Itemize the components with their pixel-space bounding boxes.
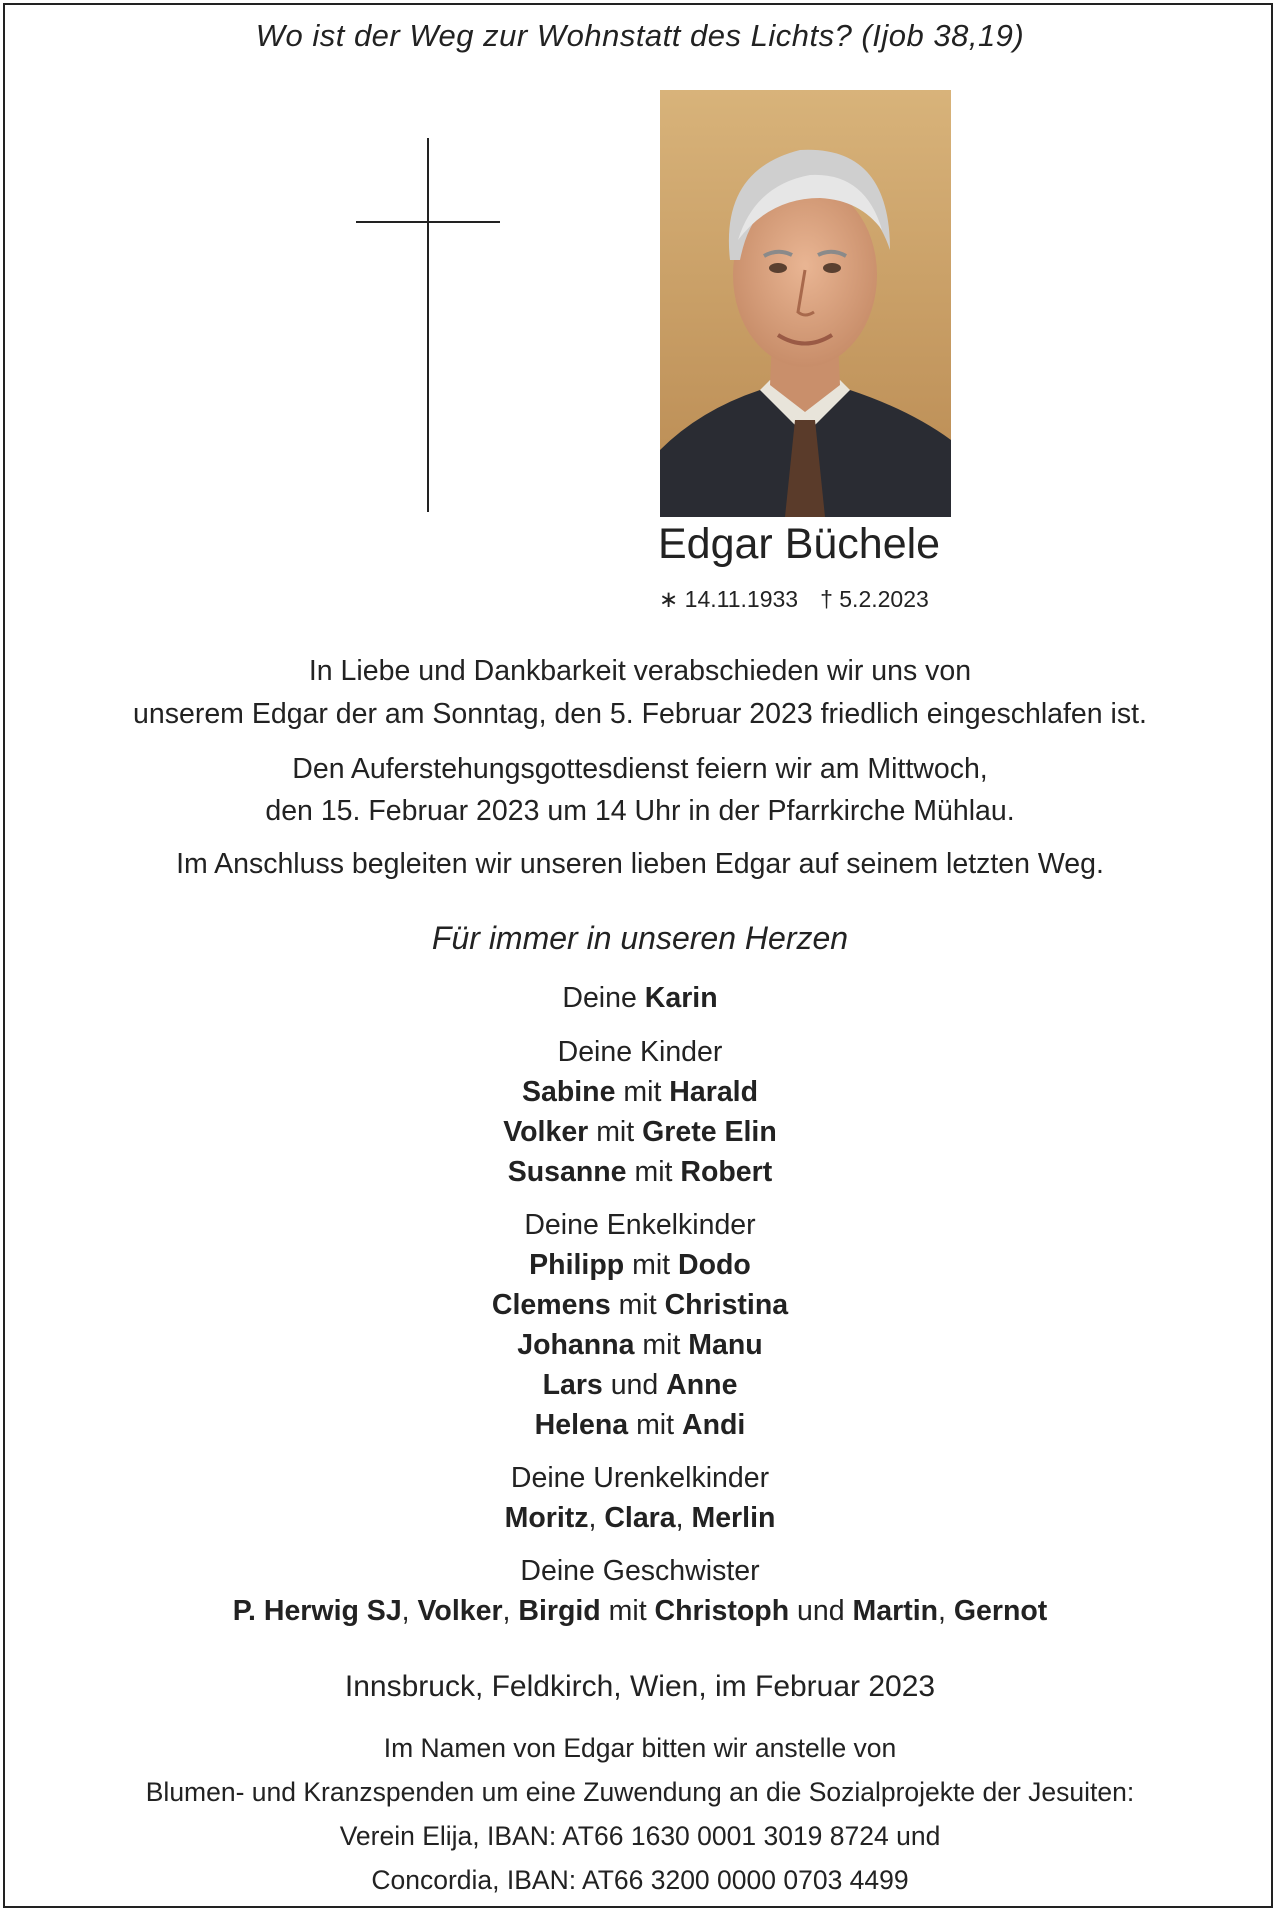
grandchild-line xyxy=(0,1325,1280,1365)
grandchild-line xyxy=(0,1365,1280,1405)
death-date: 5.2.2023 xyxy=(839,586,929,612)
wife-line xyxy=(0,978,1280,1018)
sibling-name: Christoph xyxy=(654,1595,790,1627)
announcement-line-5: Im Anschluss begleiten wir unseren lieben Edgar auf seinem letzten Weg. xyxy=(176,848,1104,880)
birth-date: 14.11.1933 xyxy=(684,586,799,612)
donation-line-1: Im Namen von Edgar bitten wir anstelle von xyxy=(383,1733,897,1763)
announcement-line-1: In Liebe und Dankbarkeit verabschieden wir uns von xyxy=(308,655,972,687)
announcement-line-2: unserem Edgar der am Sonntag, den 5. Februar 2023 friedlich eingeschlafen ist. xyxy=(133,698,1147,730)
partner-name: Dodo xyxy=(678,1249,751,1281)
child-name: Susanne xyxy=(507,1156,627,1188)
siblings-line: P. Herwig SJ, Volker, Birgid mit Christoph und Martin, Gernot xyxy=(232,1595,1048,1627)
portrait-photo xyxy=(660,90,951,517)
great-grandchild-name: Clara xyxy=(604,1502,676,1534)
conjunction: und xyxy=(610,1369,659,1401)
grandchild-name: Johanna xyxy=(517,1329,635,1361)
siblings-heading: Deine Geschwister xyxy=(520,1555,760,1587)
children-heading: Deine Kinder xyxy=(557,1036,723,1068)
conjunction: mit xyxy=(634,1156,673,1188)
sibling-name: Martin xyxy=(852,1595,939,1627)
sibling-name: Birgid xyxy=(518,1595,601,1627)
cross-icon xyxy=(427,138,429,512)
partner-name: Grete Elin xyxy=(642,1116,777,1148)
child-name: Sabine xyxy=(522,1076,616,1108)
bible-quote: Wo ist der Weg zur Wohnstatt des Lichts? (Ijob 38,19) xyxy=(255,18,1025,53)
partner-name: Robert xyxy=(680,1156,773,1188)
conjunction: mit xyxy=(642,1329,681,1361)
great-grandchild-name: Moritz xyxy=(504,1502,589,1534)
grandchild-line xyxy=(0,1285,1280,1325)
grandchild-line xyxy=(0,1405,1280,1445)
life-dates xyxy=(659,586,929,613)
announcement-line-4: den 15. Februar 2023 um 14 Uhr in der Pfarrkirche Mühlau. xyxy=(265,795,1015,827)
partner-name: Andi xyxy=(681,1409,746,1441)
grandchild-name: Helena xyxy=(534,1409,629,1441)
death-symbol: † xyxy=(820,586,833,612)
child-line xyxy=(0,1072,1280,1112)
sibling-name: Gernot xyxy=(953,1595,1048,1627)
cross-icon-bar xyxy=(356,221,500,223)
great-grandchild-name: Merlin xyxy=(691,1502,776,1534)
child-name: Volker xyxy=(503,1116,589,1148)
deceased-name: Edgar Büchele xyxy=(658,520,941,568)
conjunction: mit xyxy=(618,1289,657,1321)
grandchild-name: Philipp xyxy=(529,1249,625,1281)
grandchild-line xyxy=(0,1245,1280,1285)
sibling-name: P. Herwig SJ xyxy=(232,1595,402,1627)
grandchildren-heading: Deine Enkelkinder xyxy=(524,1209,756,1241)
donation-line-2: Blumen- und Kranzspenden um eine Zuwendung an die Sozialprojekte der Jesuiten: xyxy=(145,1777,1135,1807)
partner-name: Harald xyxy=(669,1076,758,1108)
grandchild-name: Lars xyxy=(542,1369,603,1401)
wife-prefix: Deine xyxy=(562,982,637,1014)
wife-name: Karin xyxy=(644,982,718,1014)
conjunction: mit xyxy=(608,1595,647,1627)
conjunction: mit xyxy=(596,1116,635,1148)
birth-symbol: ∗ xyxy=(659,586,679,612)
herzen-heading: Für immer in unseren Herzen xyxy=(431,920,849,956)
partner-name: Christina xyxy=(664,1289,789,1321)
great-grandchildren-line: Moritz, Clara, Merlin xyxy=(504,1502,776,1534)
conjunction: mit xyxy=(623,1076,662,1108)
sibling-name: Volker xyxy=(417,1595,503,1627)
child-line xyxy=(0,1152,1280,1192)
conjunction: mit xyxy=(636,1409,675,1441)
grandchild-name: Clemens xyxy=(491,1289,611,1321)
child-line xyxy=(0,1112,1280,1152)
donation-line-3: Verein Elija, IBAN: AT66 1630 0001 3019 8724 und xyxy=(339,1821,941,1851)
great-grandchildren-heading: Deine Urenkelkinder xyxy=(510,1462,770,1494)
conjunction: und xyxy=(797,1595,845,1627)
partner-name: Anne xyxy=(666,1369,738,1401)
place-date: Innsbruck, Feldkirch, Wien, im Februar 2023 xyxy=(344,1670,936,1703)
donation-line-4: Concordia, IBAN: AT66 3200 0000 0703 4499 xyxy=(371,1865,909,1895)
conjunction: mit xyxy=(632,1249,671,1281)
announcement-line-3: Den Auferstehungsgottesdienst feiern wir am Mittwoch, xyxy=(292,753,988,785)
partner-name: Manu xyxy=(688,1329,763,1361)
